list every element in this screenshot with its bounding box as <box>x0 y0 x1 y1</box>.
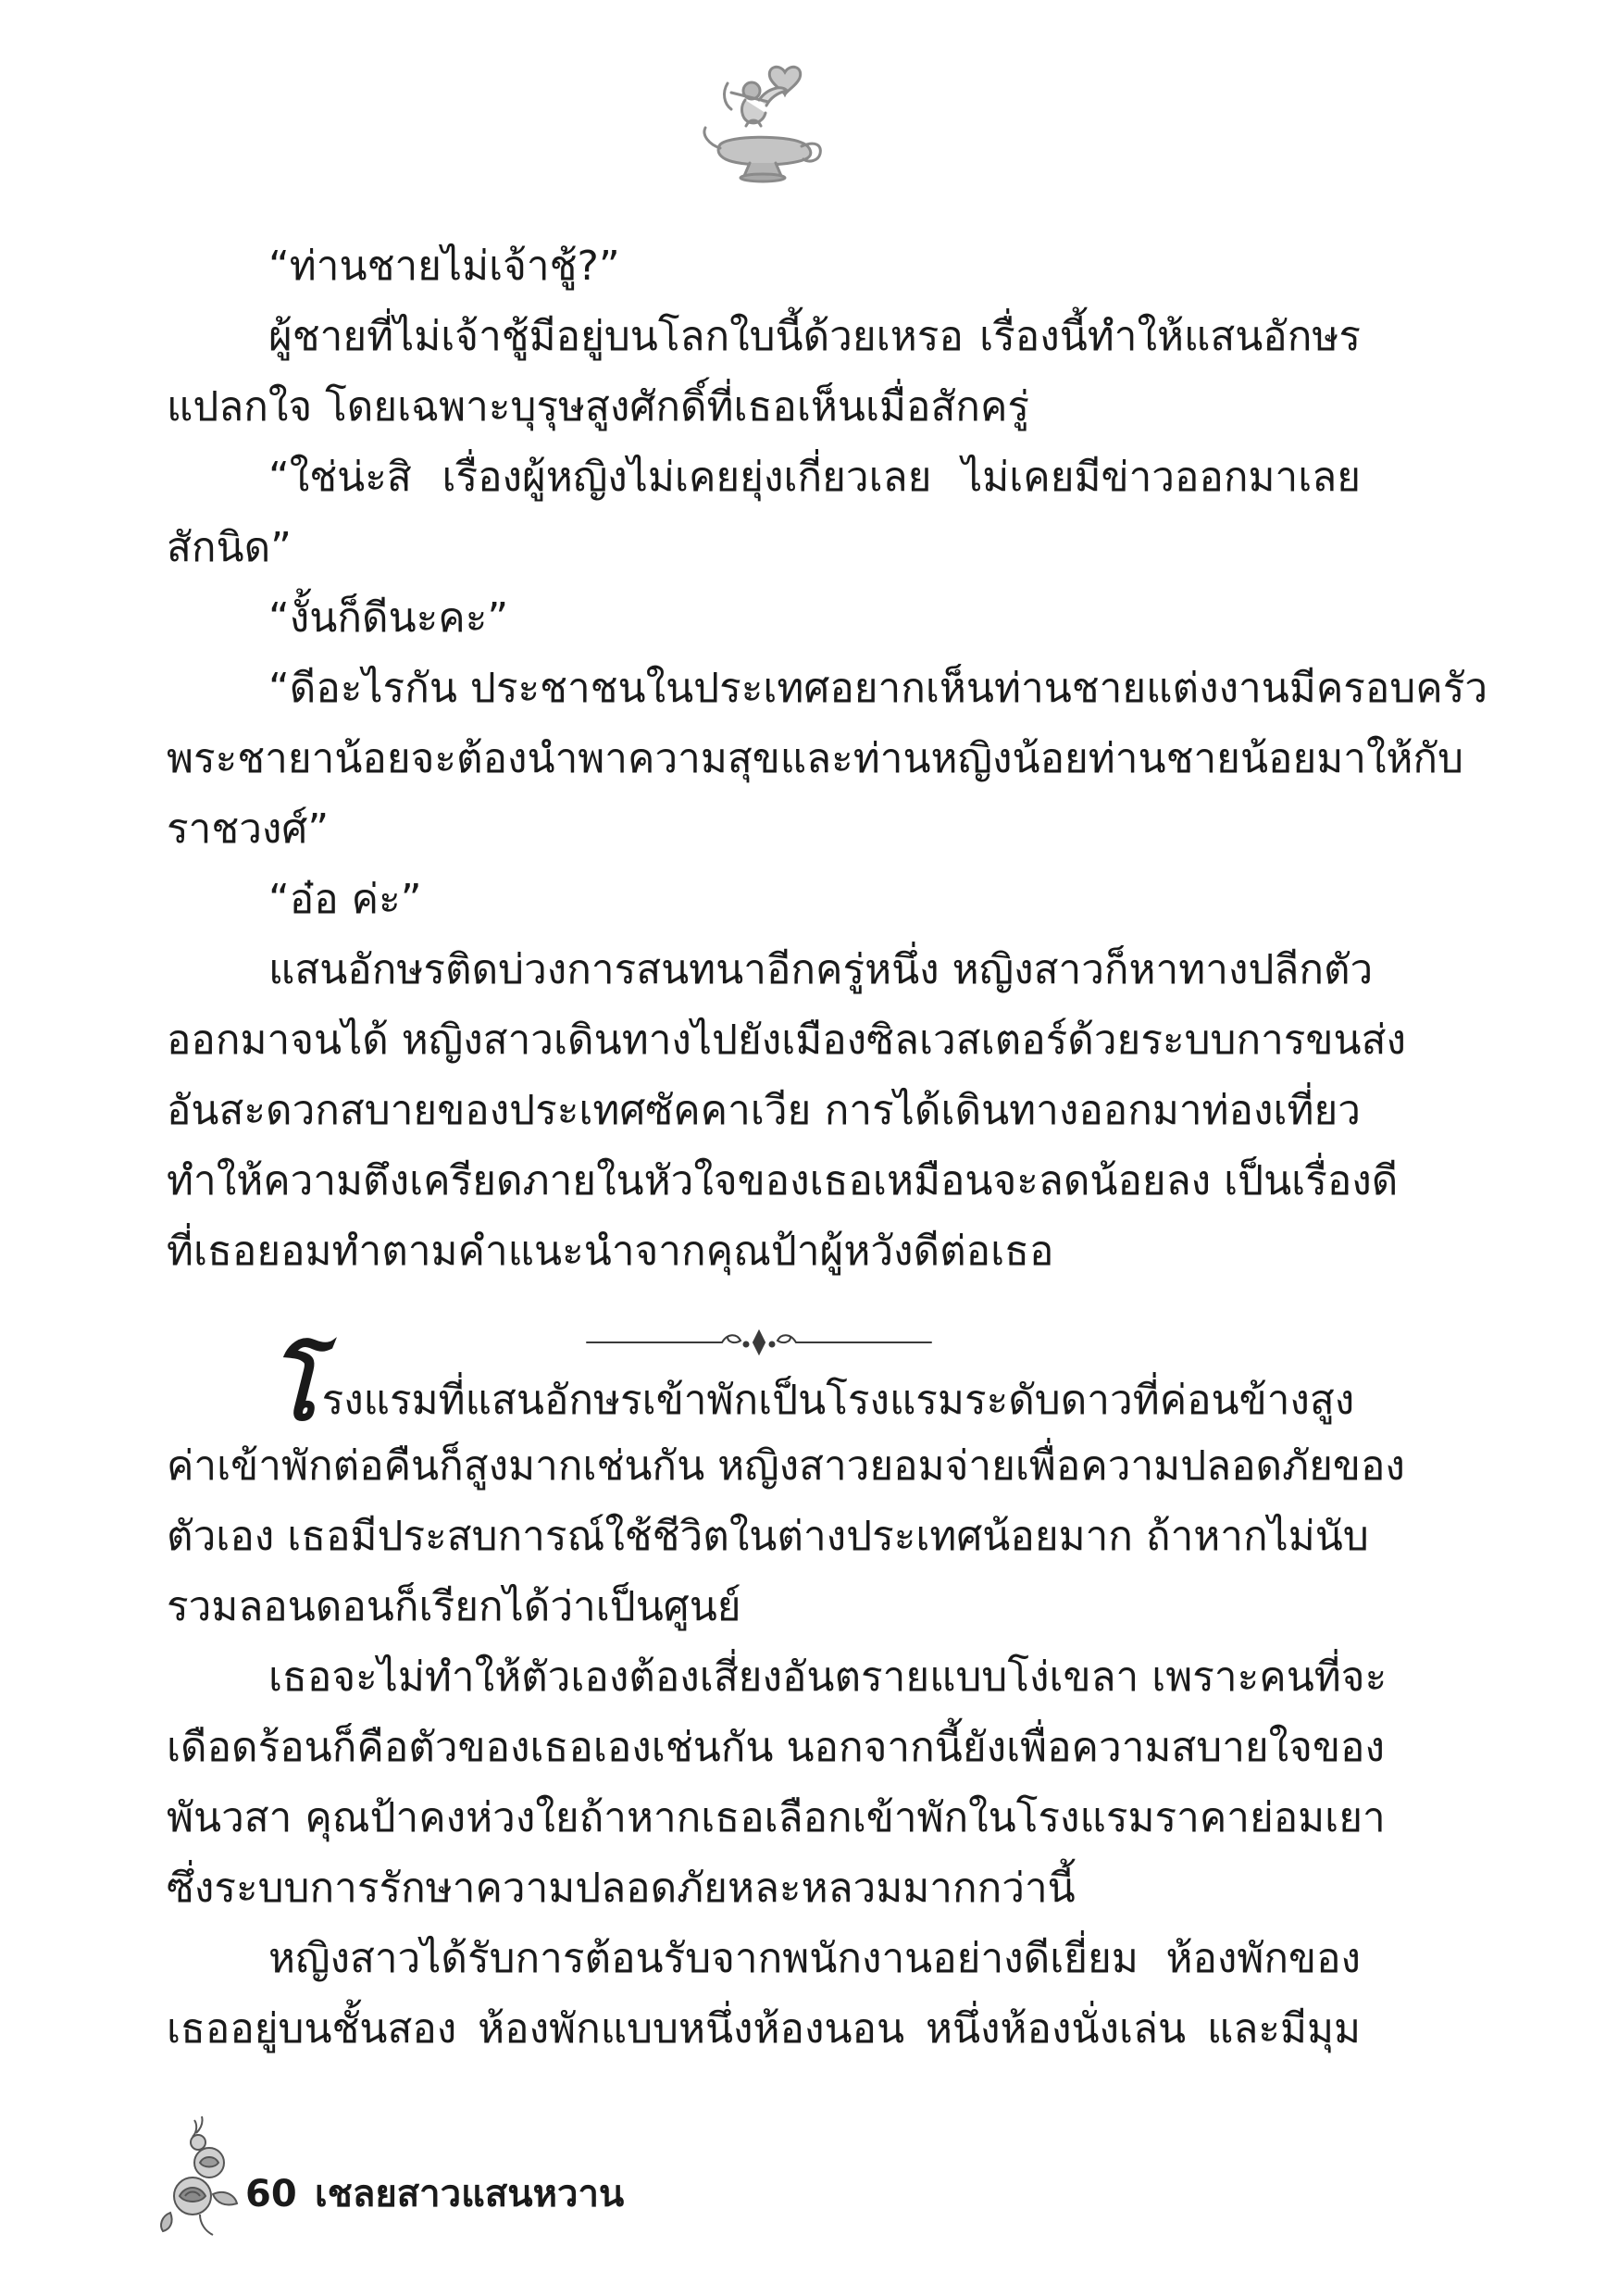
cupid-lamp-icon <box>694 56 833 194</box>
paragraph-line: ทำให้ความตึงเครียดภายในหัวใจของเธอเหมือนจะลดน้อยลง เป็นเรื่องดี <box>167 1157 1399 1204</box>
section-1 <box>167 231 1488 1287</box>
section-2 <box>167 1336 1405 2065</box>
paragraph-line: ค่าเข้าพักต่อคืนก็สูงมากเช่นกัน หญิงสาวยอมจ่ายเพื่อความปลอดภัยของ <box>167 1442 1405 1490</box>
paragraph-line: ราชวงศ์” <box>167 805 330 853</box>
paragraph-line: “ใช่น่ะสิ เรื่องผู้หญิงไม่เคยยุ่งเกี่ยวเลย ไม่เคยมีข่าวออกมาเลย <box>268 454 1361 501</box>
paragraph-line: “ดีอะไรกัน ประชาชนในประเทศอยากเห็นท่านชายแต่งงานมีครอบครัว <box>268 665 1488 712</box>
paragraph-first-line <box>167 1336 1361 1441</box>
paragraph-line: “อ๋อ ค่ะ” <box>268 876 422 923</box>
flourish-divider-icon <box>583 1324 935 1361</box>
book-title: เชลยสาวแสนหวาน <box>315 2173 625 2215</box>
paragraph-line: เธออยู่บนชั้นสอง ห้องพักแบบหนึ่งห้องนอน หนึ่งห้องนั่งเล่น และมีมุม <box>167 2005 1361 2053</box>
drop-cap: โ <box>268 1336 317 1441</box>
rose-icon <box>157 2111 259 2240</box>
paragraph-line: เธอจะไม่ทำให้ตัวเองต้องเสี่ยงอันตรายแบบโง่เขลา เพราะคนที่จะ <box>268 1653 1388 1701</box>
paragraph-line: เดือดร้อนก็คือตัวของเธอเองเช่นกัน นอกจากนี้ยังเพื่อความสบายใจของ <box>167 1724 1385 1771</box>
paragraph-line: “ท่านชายไม่เจ้าชู้?” <box>268 243 620 290</box>
paragraph-line: หญิงสาวได้รับการต้อนรับจากพนักงานอย่างดีเยี่ยม ห้องพักของ <box>268 1935 1361 1982</box>
paragraph-line: ซึ่งระบบการรักษาความปลอดภัยหละหลวมมากกว่านี้ <box>167 1865 1076 1912</box>
paragraph-line: ที่เธอยอมทำตามคำแนะนำจากคุณป้าผู้หวังดีต่อเธอ <box>167 1228 1054 1275</box>
page-footer <box>157 2111 805 2240</box>
page-number: 60 <box>245 2173 297 2215</box>
paragraph-line: พันวสา คุณป้าคงห่วงใยถ้าหากเธอเลือกเข้าพักในโรงแรมราคาย่อมเยา <box>167 1794 1386 1841</box>
paragraph-line: ผู้ชายที่ไม่เจ้าชู้มีอยู่บนโลกใบนี้ด้วยเหรอ เรื่องนี้ทำให้แสนอักษร <box>268 313 1361 360</box>
paragraph-line: ตัวเอง เธอมีประสบการณ์ใช้ชีวิตในต่างประเทศน้อยมาก ถ้าหากไม่นับ <box>167 1513 1369 1560</box>
paragraph-line: ออกมาจนได้ หญิงสาวเดินทางไปยังเมืองซิลเวสเตอร์ด้วยระบบการขนส่ง <box>167 1017 1406 1064</box>
paragraph-line: สักนิด” <box>167 524 292 571</box>
paragraph-line: แปลกใจ โดยเฉพาะบุรุษสูงศักดิ์ที่เธอเห็นเมื่อสักครู่ <box>167 383 1030 430</box>
first-line-text: รงแรมที่แสนอักษรเข้าพักเป็นโรงแรมระดับดาวที่ค่อนข้างสูง <box>321 1377 1355 1424</box>
paragraph-line: พระชายาน้อยจะต้องนำพาความสุขและท่านหญิงน้อยท่านชายน้อยมาให้กับ <box>167 735 1463 782</box>
paragraph-line: รวมลอนดอนก็เรียกได้ว่าเป็นศูนย์ <box>167 1583 741 1630</box>
paragraph-line: อันสะดวกสบายของประเทศซัคคาเวีย การได้เดินทางออกมาท่องเที่ยว <box>167 1087 1361 1134</box>
paragraph-line: “งั้นก็ดีนะคะ” <box>268 594 509 642</box>
paragraph-line: แสนอักษรติดบ่วงการสนทนาอีกครู่หนึ่ง หญิงสาวก็หาทางปลีกตัว <box>268 946 1374 993</box>
